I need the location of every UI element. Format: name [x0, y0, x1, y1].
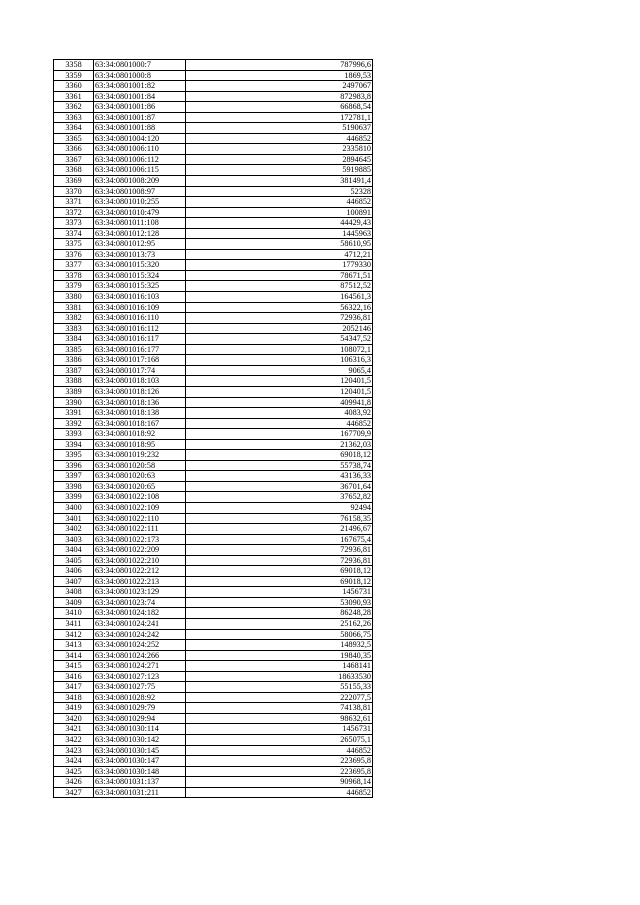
cadastral-number: 63:34:0801015:324 [94, 270, 186, 281]
table-row [54, 618, 373, 629]
row-number: 3395 [54, 450, 94, 461]
cadastral-number: 63:34:0801004:120 [94, 133, 186, 144]
table-row [54, 471, 373, 482]
cadastral-value: 446852 [186, 133, 373, 144]
row-number: 3398 [54, 481, 94, 492]
row-number: 3393 [54, 429, 94, 440]
row-number: 3376 [54, 249, 94, 260]
cadastral-number: 63:34:0801000:7 [94, 60, 186, 71]
cadastral-value: 1456731 [186, 587, 373, 598]
cadastral-value: 55155,33 [186, 682, 373, 693]
cadastral-value: 2894645 [186, 154, 373, 165]
cadastral-number: 63:34:0801016:109 [94, 302, 186, 313]
cadastral-value: 98632,61 [186, 713, 373, 724]
row-number: 3401 [54, 513, 94, 524]
row-number: 3414 [54, 650, 94, 661]
cadastral-number: 63:34:0801024:271 [94, 661, 186, 672]
table-row [54, 239, 373, 250]
row-number: 3397 [54, 471, 94, 482]
row-number: 3399 [54, 492, 94, 503]
cadastral-number: 63:34:0801022:209 [94, 545, 186, 556]
cadastral-number: 63:34:0801024:182 [94, 608, 186, 619]
cadastral-number: 63:34:0801030:142 [94, 735, 186, 746]
row-number: 3388 [54, 376, 94, 387]
cadastral-value: 1779330 [186, 260, 373, 271]
cadastral-number: 63:34:0801030:147 [94, 756, 186, 767]
cadastral-number: 63:34:0801018:92 [94, 429, 186, 440]
table-row [54, 154, 373, 165]
cadastral-value: 58610,95 [186, 239, 373, 250]
cadastral-value: 92494 [186, 502, 373, 513]
cadastral-number: 63:34:0801015:320 [94, 260, 186, 271]
row-number: 3361 [54, 91, 94, 102]
cadastral-value: 2335810 [186, 144, 373, 155]
row-number: 3368 [54, 165, 94, 176]
row-number: 3392 [54, 418, 94, 429]
cadastral-number: 63:34:0801006:112 [94, 154, 186, 165]
table-row [54, 429, 373, 440]
table-row [54, 91, 373, 102]
cadastral-number: 63:34:0801001:84 [94, 91, 186, 102]
table-row [54, 650, 373, 661]
cadastral-number: 63:34:0801023:129 [94, 587, 186, 598]
cadastral-number: 63:34:0801023:74 [94, 597, 186, 608]
row-number: 3418 [54, 692, 94, 703]
row-number: 3371 [54, 197, 94, 208]
table-row [54, 597, 373, 608]
cadastral-value: 446852 [186, 197, 373, 208]
row-number: 3381 [54, 302, 94, 313]
cadastral-number: 63:34:0801008:97 [94, 186, 186, 197]
row-number: 3394 [54, 439, 94, 450]
table-row [54, 197, 373, 208]
cadastral-number: 63:34:0801030:145 [94, 745, 186, 756]
table-row [54, 386, 373, 397]
cadastral-number: 63:34:0801022:212 [94, 566, 186, 577]
table-row [54, 787, 373, 798]
cadastral-value: 787996,6 [186, 60, 373, 71]
table-row [54, 355, 373, 366]
row-number: 3365 [54, 133, 94, 144]
cadastral-number: 63:34:0801016:117 [94, 334, 186, 345]
row-number: 3415 [54, 661, 94, 672]
cadastral-value: 172781,1 [186, 112, 373, 123]
row-number: 3384 [54, 334, 94, 345]
cadastral-value: 1456731 [186, 724, 373, 735]
table-row [54, 70, 373, 81]
cadastral-value: 4712,21 [186, 249, 373, 260]
cadastral-number: 63:34:0801024:266 [94, 650, 186, 661]
cadastral-value: 409941,8 [186, 397, 373, 408]
cadastral-value: 265075,1 [186, 735, 373, 746]
row-number: 3417 [54, 682, 94, 693]
cadastral-value: 108072,1 [186, 344, 373, 355]
row-number: 3411 [54, 618, 94, 629]
cadastral-value: 74138,81 [186, 703, 373, 714]
row-number: 3364 [54, 123, 94, 134]
cadastral-number: 63:34:0801017:168 [94, 355, 186, 366]
cadastral-number: 63:34:0801001:82 [94, 81, 186, 92]
cadastral-value: 72936,81 [186, 313, 373, 324]
cadastral-number: 63:34:0801031:211 [94, 787, 186, 798]
cadastral-number: 63:34:0801022:173 [94, 534, 186, 545]
row-number: 3409 [54, 597, 94, 608]
row-number: 3377 [54, 260, 94, 271]
table-row [54, 661, 373, 672]
cadastral-number: 63:34:0801022:210 [94, 555, 186, 566]
cadastral-number: 63:34:0801030:148 [94, 766, 186, 777]
row-number: 3387 [54, 365, 94, 376]
cadastral-value: 167709,9 [186, 429, 373, 440]
cadastral-number: 63:34:0801020:63 [94, 471, 186, 482]
cadastral-value: 55738,74 [186, 460, 373, 471]
cadastral-value: 106316,3 [186, 355, 373, 366]
row-number: 3427 [54, 787, 94, 798]
table-row [54, 176, 373, 187]
cadastral-number: 63:34:0801010:255 [94, 197, 186, 208]
row-number: 3383 [54, 323, 94, 334]
cadastral-value: 58066,75 [186, 629, 373, 640]
table-row [54, 281, 373, 292]
cadastral-value: 4083,92 [186, 408, 373, 419]
row-number: 3362 [54, 102, 94, 113]
cadastral-value: 21362,03 [186, 439, 373, 450]
row-number: 3408 [54, 587, 94, 598]
table-row [54, 671, 373, 682]
table-row [54, 692, 373, 703]
cadastral-number: 63:34:0801018:167 [94, 418, 186, 429]
row-number: 3373 [54, 218, 94, 229]
row-number: 3396 [54, 460, 94, 471]
cadastral-number: 63:34:0801011:108 [94, 218, 186, 229]
row-number: 3370 [54, 186, 94, 197]
table-row [54, 165, 373, 176]
row-number: 3400 [54, 502, 94, 513]
row-number: 3380 [54, 292, 94, 303]
row-number: 3426 [54, 777, 94, 788]
table-row [54, 735, 373, 746]
table-row [54, 481, 373, 492]
table-row [54, 545, 373, 556]
table-row [54, 418, 373, 429]
cadastral-value: 167675,4 [186, 534, 373, 545]
table-row [54, 439, 373, 450]
cadastral-number: 63:34:0801018:136 [94, 397, 186, 408]
cadastral-value: 381491,4 [186, 176, 373, 187]
table-row [54, 629, 373, 640]
cadastral-number: 63:34:0801017:74 [94, 365, 186, 376]
table-row [54, 102, 373, 113]
row-number: 3405 [54, 555, 94, 566]
cadastral-number: 63:34:0801015:325 [94, 281, 186, 292]
row-number: 3378 [54, 270, 94, 281]
row-number: 3359 [54, 70, 94, 81]
cadastral-value: 446852 [186, 787, 373, 798]
cadastral-value: 2052146 [186, 323, 373, 334]
table-row [54, 408, 373, 419]
cadastral-value: 2497067 [186, 81, 373, 92]
cadastral-number: 63:34:0801010:479 [94, 207, 186, 218]
cadastral-value: 53090,93 [186, 597, 373, 608]
cadastral-number: 63:34:0801016:110 [94, 313, 186, 324]
cadastral-number: 63:34:0801012:128 [94, 228, 186, 239]
table-row [54, 640, 373, 651]
cadastral-value: 69018,12 [186, 566, 373, 577]
table-row [54, 766, 373, 777]
table-row [54, 756, 373, 767]
cadastral-number: 63:34:0801022:110 [94, 513, 186, 524]
table-row [54, 745, 373, 756]
cadastral-value: 52328 [186, 186, 373, 197]
table-row [54, 460, 373, 471]
cadastral-value: 36701,64 [186, 481, 373, 492]
row-number: 3412 [54, 629, 94, 640]
cadastral-number: 63:34:0801029:79 [94, 703, 186, 714]
cadastral-value: 76158,35 [186, 513, 373, 524]
cadastral-number: 63:34:0801013:73 [94, 249, 186, 260]
row-number: 3425 [54, 766, 94, 777]
cadastral-number: 63:34:0801008:209 [94, 176, 186, 187]
table-row [54, 397, 373, 408]
table-row [54, 492, 373, 503]
row-number: 3404 [54, 545, 94, 556]
table-row [54, 302, 373, 313]
row-number: 3410 [54, 608, 94, 619]
cadastral-value: 223695,8 [186, 756, 373, 767]
cadastral-value: 54347,52 [186, 334, 373, 345]
cadastral-value: 5190637 [186, 123, 373, 134]
table-row [54, 344, 373, 355]
row-number: 3406 [54, 566, 94, 577]
cadastral-value: 446852 [186, 418, 373, 429]
row-number: 3367 [54, 154, 94, 165]
table-row [54, 513, 373, 524]
row-number: 3420 [54, 713, 94, 724]
cadastral-number: 63:34:0801012:95 [94, 239, 186, 250]
cadastral-number: 63:34:0801024:241 [94, 618, 186, 629]
table-row [54, 703, 373, 714]
cadastral-value: 43136,33 [186, 471, 373, 482]
cadastral-value: 37652,82 [186, 492, 373, 503]
cadastral-number: 63:34:0801022:109 [94, 502, 186, 513]
cadastral-value: 78671,51 [186, 270, 373, 281]
table-body [54, 60, 373, 798]
cadastral-number: 63:34:0801027:75 [94, 682, 186, 693]
cadastral-value: 19840,35 [186, 650, 373, 661]
cadastral-value: 18633530 [186, 671, 373, 682]
cadastral-value: 72936,81 [186, 545, 373, 556]
table-row [54, 576, 373, 587]
cadastral-value: 120401,5 [186, 376, 373, 387]
cadastral-number: 63:34:0801016:177 [94, 344, 186, 355]
row-number: 3413 [54, 640, 94, 651]
cadastral-number: 63:34:0801020:58 [94, 460, 186, 471]
table-row [54, 566, 373, 577]
table-row [54, 228, 373, 239]
cadastral-value: 21496,67 [186, 524, 373, 535]
cadastral-number: 63:34:0801016:112 [94, 323, 186, 334]
cadastral-value: 9065,4 [186, 365, 373, 376]
row-number: 3375 [54, 239, 94, 250]
table-row [54, 133, 373, 144]
cadastral-value: 1869,53 [186, 70, 373, 81]
table-row [54, 777, 373, 788]
cadastral-value: 223695,8 [186, 766, 373, 777]
table-row [54, 376, 373, 387]
cadastral-value: 86248,28 [186, 608, 373, 619]
cadastral-number: 63:34:0801024:252 [94, 640, 186, 651]
row-number: 3416 [54, 671, 94, 682]
table-row [54, 144, 373, 155]
cadastral-value: 72936,81 [186, 555, 373, 566]
table-row [54, 218, 373, 229]
row-number: 3421 [54, 724, 94, 735]
row-number: 3363 [54, 112, 94, 123]
cadastral-number: 63:34:0801029:94 [94, 713, 186, 724]
table-row [54, 334, 373, 345]
row-number: 3379 [54, 281, 94, 292]
row-number: 3402 [54, 524, 94, 535]
row-number: 3391 [54, 408, 94, 419]
cadastral-number: 63:34:0801030:114 [94, 724, 186, 735]
cadastral-number: 63:34:0801020:65 [94, 481, 186, 492]
row-number: 3419 [54, 703, 94, 714]
cadastral-value: 120401,5 [186, 386, 373, 397]
row-number: 3369 [54, 176, 94, 187]
table-row [54, 555, 373, 566]
cadastral-number: 63:34:0801018:138 [94, 408, 186, 419]
cadastral-value: 1445963 [186, 228, 373, 239]
table-row [54, 249, 373, 260]
cadastral-value: 100891 [186, 207, 373, 218]
cadastral-number: 63:34:0801001:86 [94, 102, 186, 113]
row-number: 3382 [54, 313, 94, 324]
cadastral-number: 63:34:0801031:137 [94, 777, 186, 788]
cadastral-number: 63:34:0801027:123 [94, 671, 186, 682]
table-row [54, 81, 373, 92]
table-row [54, 713, 373, 724]
cadastral-value: 1468141 [186, 661, 373, 672]
cadastral-number: 63:34:0801018:95 [94, 439, 186, 450]
row-number: 3403 [54, 534, 94, 545]
cadastral-number: 63:34:0801001:88 [94, 123, 186, 134]
table-row [54, 365, 373, 376]
table-row [54, 534, 373, 545]
cadastral-value: 872983,8 [186, 91, 373, 102]
table-row [54, 323, 373, 334]
cadastral-number: 63:34:0801006:115 [94, 165, 186, 176]
cadastral-number: 63:34:0801019:232 [94, 450, 186, 461]
cadastral-number: 63:34:0801016:103 [94, 292, 186, 303]
row-number: 3366 [54, 144, 94, 155]
cadastral-value: 69018,12 [186, 450, 373, 461]
row-number: 3389 [54, 386, 94, 397]
table-row [54, 450, 373, 461]
row-number: 3360 [54, 81, 94, 92]
table-row [54, 313, 373, 324]
cadastral-value: 5919885 [186, 165, 373, 176]
cadastral-number: 63:34:0801000:8 [94, 70, 186, 81]
cadastral-value: 446852 [186, 745, 373, 756]
cadastral-number: 63:34:0801001:87 [94, 112, 186, 123]
cadastral-value: 90968,14 [186, 777, 373, 788]
table-row [54, 270, 373, 281]
table-row [54, 260, 373, 271]
cadastral-number: 63:34:0801018:103 [94, 376, 186, 387]
cadastral-value: 69018,12 [186, 576, 373, 587]
table-row [54, 587, 373, 598]
table-row [54, 682, 373, 693]
cadastral-value: 87512,52 [186, 281, 373, 292]
cadastral-value: 222077,5 [186, 692, 373, 703]
row-number: 3385 [54, 344, 94, 355]
cadastral-number: 63:34:0801024:242 [94, 629, 186, 640]
row-number: 3424 [54, 756, 94, 767]
row-number: 3423 [54, 745, 94, 756]
row-number: 3407 [54, 576, 94, 587]
cadastral-value: 25162,26 [186, 618, 373, 629]
cadastral-number: 63:34:0801018:126 [94, 386, 186, 397]
table-row [54, 186, 373, 197]
cadastral-value: 56322,16 [186, 302, 373, 313]
cadastral-number: 63:34:0801022:111 [94, 524, 186, 535]
row-number: 3374 [54, 228, 94, 239]
cadastral-number: 63:34:0801022:213 [94, 576, 186, 587]
table-row [54, 123, 373, 134]
cadastral-value: 44429,43 [186, 218, 373, 229]
cadastral-value: 66868,54 [186, 102, 373, 113]
table-row [54, 207, 373, 218]
cadastral-value-table [53, 59, 373, 798]
row-number: 3390 [54, 397, 94, 408]
table-row [54, 502, 373, 513]
row-number: 3372 [54, 207, 94, 218]
cadastral-number: 63:34:0801028:92 [94, 692, 186, 703]
table-row [54, 608, 373, 619]
table-row [54, 524, 373, 535]
cadastral-number: 63:34:0801006:110 [94, 144, 186, 155]
cadastral-value: 148932,5 [186, 640, 373, 651]
row-number: 3358 [54, 60, 94, 71]
table-row [54, 292, 373, 303]
row-number: 3422 [54, 735, 94, 746]
table-row [54, 60, 373, 71]
row-number: 3386 [54, 355, 94, 366]
cadastral-number: 63:34:0801022:108 [94, 492, 186, 503]
cadastral-value: 164561,3 [186, 292, 373, 303]
table-row [54, 112, 373, 123]
table-row [54, 724, 373, 735]
